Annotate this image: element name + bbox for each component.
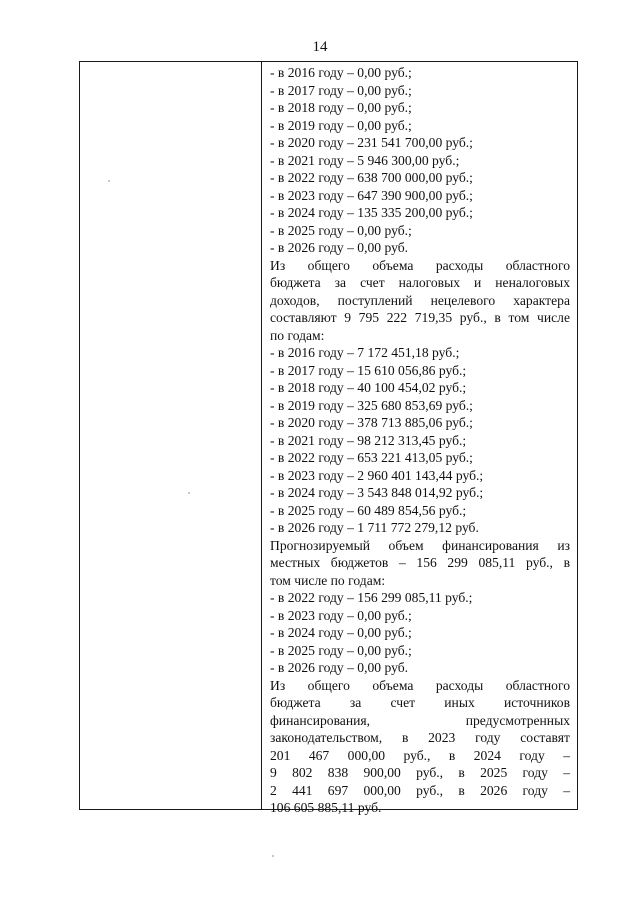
list-item: - в 2019 году – 325 680 853,69 руб.; (270, 397, 473, 413)
list-item: - в 2022 году – 653 221 413,05 руб.; (270, 450, 473, 465)
paragraph-line: законодательством, в 2023 году составят (270, 730, 570, 745)
list-item: - в 2020 году – 231 541 700,00 руб.; (270, 135, 473, 150)
list-item: - в 2017 году – 15 610 056,86 руб.; (270, 362, 467, 378)
paragraph-line: Из общего объема расходы областного (270, 257, 570, 273)
list-item: - в 2025 году – 0,00 руб.; (270, 222, 412, 238)
paragraph-line: составляют 9 795 222 719,35 руб., в том числе (270, 310, 570, 325)
page-number: 14 (312, 39, 328, 55)
column-divider (261, 62, 262, 809)
paragraph-line: 9 802 838 900,00 руб., в 2025 году – (270, 765, 570, 780)
list-item: - в 2024 году – 3 543 848 014,92 руб.; (270, 485, 484, 500)
scan-speck (188, 492, 190, 494)
list-item: - в 2021 году – 98 212 313,45 руб.; (270, 432, 467, 448)
list-item: - в 2026 году – 0,00 руб. (270, 240, 409, 255)
list-item: - в 2016 году – 7 172 451,18 руб.; (270, 345, 460, 360)
scan-speck (108, 180, 110, 182)
list-item: - в 2023 году – 2 960 401 143,44 руб.; (270, 467, 484, 483)
paragraph-line: по годам: (270, 327, 325, 343)
list-item: - в 2022 году – 156 299 085,11 руб.; (270, 590, 473, 605)
paragraph-line: бюджета за счет иных источников (270, 695, 570, 710)
paragraph-line: доходов, поступлений нецелевого характера (270, 292, 570, 308)
paragraph-line: Прогнозируемый объем финансирования из (270, 537, 570, 553)
financing-table (79, 61, 578, 815)
list-item: - в 2026 году – 0,00 руб. (270, 660, 409, 675)
list-item: - в 2026 году – 1 711 772 279,12 руб. (270, 520, 479, 535)
list-item: - в 2025 году – 60 489 854,56 руб.; (270, 502, 467, 518)
list-item: - в 2024 году – 0,00 руб.; (270, 625, 412, 640)
list-item: - в 2018 году – 0,00 руб.; (270, 100, 412, 115)
list-item: - в 2024 году – 135 335 200,00 руб.; (270, 205, 473, 220)
list-item: - в 2023 году – 647 390 900,00 руб.; (270, 187, 473, 203)
paragraph-line: том числе по годам: (270, 572, 386, 588)
list-item: - в 2023 году – 0,00 руб.; (270, 607, 412, 623)
table-cell-financing (270, 64, 570, 817)
paragraph-line: местных бюджетов – 156 299 085,11 руб., в (270, 555, 570, 570)
list-item: - в 2019 году – 0,00 руб.; (270, 117, 412, 133)
paragraph-line: финансирования, предусмотренных (270, 712, 570, 728)
paragraph-line: бюджета за счет налоговых и неналоговых (270, 275, 570, 290)
list-item: - в 2020 году – 378 713 885,06 руб.; (270, 415, 473, 430)
paragraph-line: 201 467 000,00 руб., в 2024 году – (270, 747, 570, 763)
paragraph-line: Из общего объема расходы областного (270, 677, 570, 693)
list-item: - в 2022 году – 638 700 000,00 руб.; (270, 170, 473, 185)
scan-speck (272, 855, 274, 857)
list-item: - в 2021 году – 5 946 300,00 руб.; (270, 152, 460, 168)
paragraph-line: 2 441 697 000,00 руб., в 2026 году – (270, 782, 570, 798)
paragraph-line: 106 605 885,11 руб. (270, 800, 382, 815)
list-item: - в 2016 году – 0,00 руб.; (270, 65, 412, 80)
list-item: - в 2018 году – 40 100 454,02 руб.; (270, 380, 467, 395)
list-item: - в 2025 году – 0,00 руб.; (270, 642, 412, 658)
list-item: - в 2017 году – 0,00 руб.; (270, 82, 412, 98)
